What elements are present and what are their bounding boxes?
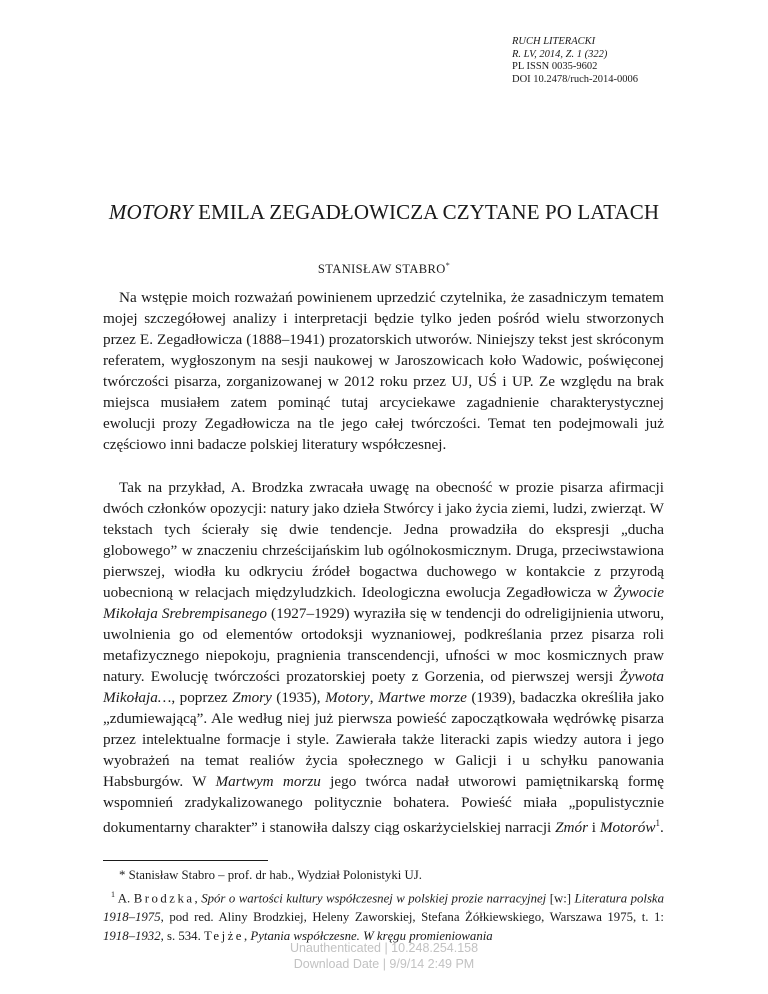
- footnote-1: $^1$ A. Brodzka, Spór o wartości kultury współczesnej w polskiej prozie narracyjnej [w:] Literatura polska 1918–1975, pod red. Aliny Brodzkiej, Heleny Zaworskiej, Stefana Żółkiewskiego, Warszawa 1975, t. 1: 1918–1932, s. 534. Tejże, Pytania współczesne. W kręgu promieniowania: [103, 890, 665, 944]
- journal-header: [512, 36, 712, 86]
- article-author: [0, 261, 768, 277]
- author-footnote-mark: *: [445, 261, 451, 270]
- paragraph-1: Na wstępie moich rozważań powinienem uprzedzić czytelnika, że zasadniczym tematem mojej szczegółowej analizy i interpretacji będzie tylko jeden pośród wielu stworzonych przez E. Zegadłowicza (1888–1941) prozatorskich utworów. Niniejszy tekst jest skróconym referatem, wygłoszonym na sesji naukowej w Jaroszowicach koło Wadowic, poświęconej twórczości pisarza, zorganizowanej w 2012 roku przez UJ, UŚ i UP. Ze względu na brak miejsca musiałem zatem pominąć tutaj arcyciekawe zagadnienie charakterystycznej ewolucji prozy Zegadłowicza na tle jego całej twórczości. Temat ten podejmowali już częściowo inni badacze polskiej literatury współczesnej.: [103, 289, 664, 453]
- footnote-separator: [103, 860, 268, 861]
- footnote-ref-1: 1: [655, 818, 661, 828]
- article-title: [0, 200, 768, 225]
- title-rest: EMILA ZEGADŁOWICZA CZYTANE PO LATACH: [192, 200, 660, 224]
- journal-doi: DOI 10.2478/ruch-2014-0006: [512, 73, 638, 85]
- watermark-line-2: Download Date | 9/9/14 2:49 PM: [293, 957, 475, 971]
- paragraph-2: Tak na przykład, A. Brodzka zwracała uwagę na obecność w prozie pisarza afirmacji dwóch członków opozycji: natury jako dzieła Stwórcy i jako życia ziemi, ludzi, zwierząt. W tekstach tych ścierały się dwie tendencje. Jedna prowadziła do ekspresji „ducha globowego” w znaczeniu chrześcijańskim lub ogólnokosmicznym. Druga, przeciwstawiona pierwszej, wiodła ku odkryciu źródeł bogactwa duchowego w kontakcie z przyrodą uobecnioną w relacjach międzyludzkich. Ideologiczna ewolucja Zegadłowicza w Żywocie Mikołaja Srebrempisanego (1927–1929) wyraziła się w tendencji do odreligijnienia utworu, uwolnienia go od elementów ortodoksji wyznaniowej, podkreślania przez pisarza roli metafizycznego niepokoju, pragnienia transcendencji, ufności w moc kosmicznych praw natury. Ewolucję twórczości prozatorskiej poety z Gorzenia, od pierwszej wersji Żywota Mikołaja…, poprzez Zmory (1935), Motory, Martwe morze (1939), badaczka określiła jako „zdumiewającą”. Ale według niej już pierwsza powieść zapoczątkowała wędrówkę pisarza przez intelektualne formacje i style. Zawierała także literacki zapis wiedzy autora i jego wyobrażeń na temat realiów życia społecznego w Galicji i u schyłku panowania Habsburgów. W Martwym morzu jego twórca nadał utworowi pamiętnikarską formę wspomnień zradykalizowanego politycznie bohatera. Powieść miała „populistycznie dokumentarny charakter” i stanowiła dalszy ciąg oskarżycielskiej narracji Zmór i Motorów$^1$.: [103, 479, 665, 837]
- title-italic: MOTORY: [108, 200, 193, 224]
- watermark-line-1: Unauthenticated | 10.248.254.158: [289, 941, 479, 955]
- footnote-author: * Stanisław Stabro – prof. dr hab., Wydział Polonistyki UJ.: [119, 868, 422, 882]
- journal-volume: R. LV, 2014, Z. 1 (322): [512, 48, 608, 60]
- journal-issn: PL ISSN 0035-9602: [512, 61, 598, 73]
- author-name: STANISŁAW STABRO: [317, 262, 446, 277]
- journal-name: RUCH LITERACKI: [512, 36, 596, 47]
